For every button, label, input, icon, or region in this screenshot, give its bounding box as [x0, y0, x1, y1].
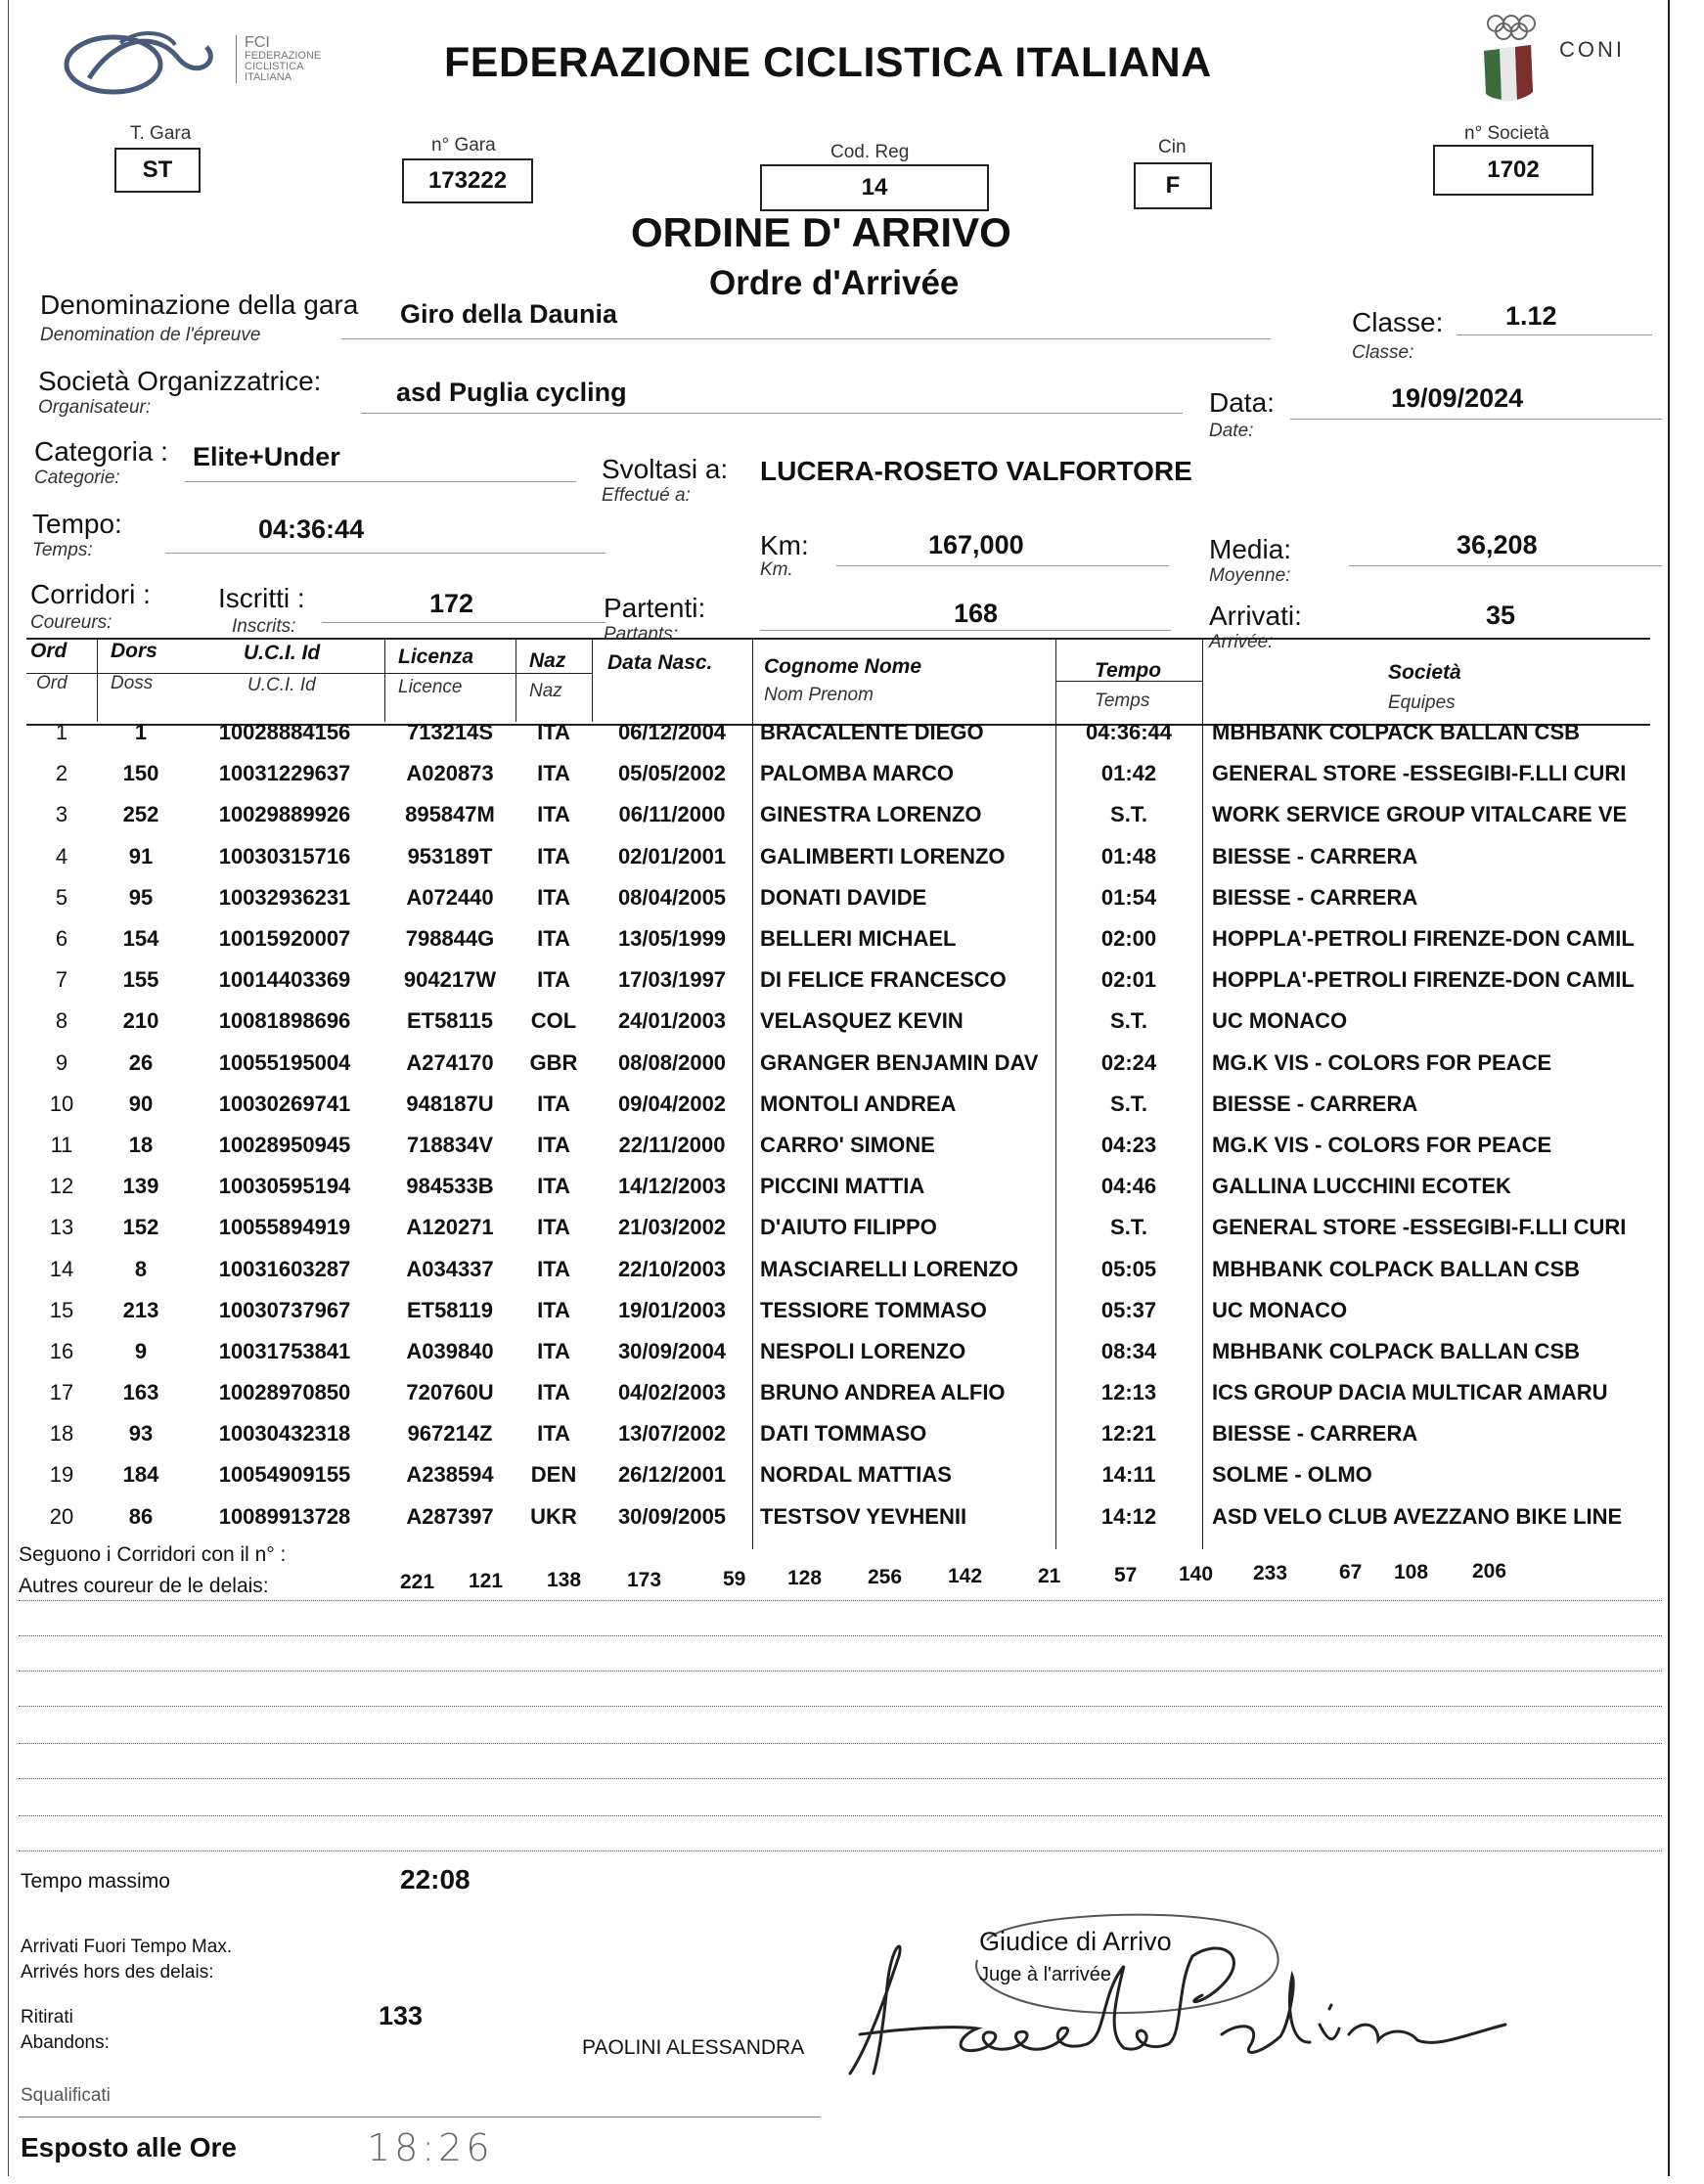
- table-cell: 08/04/2005: [617, 884, 727, 910]
- table-cell: 984533B: [406, 1174, 494, 1199]
- categoria-sub: Categorie:: [34, 468, 120, 488]
- table-cell: 04:23: [1100, 1132, 1157, 1157]
- table-cell: 08:34: [1100, 1338, 1157, 1363]
- table-cell: 13/05/1999: [617, 926, 727, 952]
- table-cell: S.T.: [1110, 1091, 1147, 1116]
- table-cell: 30/09/2005: [617, 1503, 727, 1529]
- header-licenza: Licenza Licence: [398, 646, 474, 697]
- table-cell: BIESSE - CARRERA: [1212, 1091, 1418, 1116]
- table-cell: ET58119: [406, 1297, 494, 1322]
- table-cell: S.T.: [1110, 1215, 1147, 1240]
- table-row: [26, 1084, 1650, 1125]
- table-cell: BIESSE - CARRERA: [1212, 1421, 1418, 1447]
- table-cell: 93: [128, 1421, 154, 1447]
- table-cell: 91: [128, 843, 154, 869]
- table-cell: 12: [49, 1174, 74, 1199]
- table-cell: 718834V: [406, 1132, 494, 1157]
- table-cell: 10031753841: [218, 1338, 351, 1363]
- header-data-nasc: Data Nasc.: [607, 651, 713, 674]
- table-cell: 02:24: [1100, 1049, 1157, 1075]
- tempo-label: Tempo:: [32, 509, 122, 539]
- table-cell: GENERAL STORE -ESSEGIBI-F.LLI CURI: [1212, 1215, 1627, 1240]
- table-cell: ITA: [537, 1215, 570, 1240]
- header-cognome-nome: Cognome Nome Nom Prenom: [764, 655, 922, 705]
- table-row: [26, 1248, 1650, 1289]
- table-cell: GBR: [529, 1049, 578, 1075]
- table-cell: NESPOLI LORENZO: [760, 1338, 966, 1363]
- table-cell: 10031229637: [218, 761, 351, 786]
- table-cell: 19/01/2003: [617, 1297, 727, 1322]
- table-cell: MASCIARELLI LORENZO: [760, 1256, 1018, 1281]
- squalificati-label: Squalificati: [21, 2085, 111, 2106]
- nsocieta-label: n° Società: [1464, 123, 1549, 144]
- table-cell: 10029889926: [218, 802, 351, 827]
- table-cell: UC MONACO: [1212, 1008, 1348, 1034]
- table-cell: BIESSE - CARRERA: [1212, 884, 1418, 910]
- table-cell: ITA: [537, 926, 570, 952]
- table-cell: 12:13: [1100, 1380, 1157, 1405]
- table-cell: BRUNO ANDREA ALFIO: [760, 1380, 1006, 1405]
- table-cell: UC MONACO: [1212, 1297, 1348, 1322]
- table-cell: 10: [49, 1091, 74, 1116]
- follower-number: 256: [868, 1566, 903, 1589]
- table-cell: 139: [122, 1174, 159, 1199]
- table-cell: A034337: [406, 1256, 494, 1281]
- codreg-value: 14: [760, 164, 989, 211]
- table-cell: 05:05: [1100, 1256, 1157, 1281]
- table-cell: ITA: [537, 1091, 570, 1116]
- partenti-value: 168: [954, 599, 999, 628]
- table-cell: 04:46: [1100, 1174, 1157, 1199]
- table-cell: 10032936231: [218, 884, 351, 910]
- table-cell: ITA: [537, 761, 570, 786]
- table-cell: 7: [55, 967, 68, 993]
- table-row: [26, 1043, 1650, 1084]
- table-cell: COL: [530, 1008, 577, 1034]
- giudice-sub: Juge à l'arrivée: [979, 1964, 1111, 1985]
- header-uci-id: U.C.I. Id U.C.I. Id: [244, 642, 321, 695]
- table-cell: 05:37: [1100, 1297, 1157, 1322]
- organizzatrice-sub: Organisateur:: [38, 397, 152, 418]
- table-row: [26, 1166, 1650, 1207]
- table-cell: 90: [128, 1091, 154, 1116]
- table-cell: 9: [55, 1049, 68, 1075]
- fci-logo-text: FCI FEDERAZIONE CICLISTICA ITALIANA: [236, 35, 321, 83]
- tgara-label: T. Gara: [130, 123, 192, 144]
- table-cell: S.T.: [1110, 1008, 1147, 1034]
- table-cell: 06/12/2004: [617, 720, 727, 745]
- federation-title: FEDERAZIONE CICLISTICA ITALIANA: [444, 39, 1212, 86]
- table-cell: 10030595194: [218, 1174, 351, 1199]
- table-cell: 18: [49, 1421, 74, 1447]
- table-row: [26, 753, 1650, 794]
- fuori-tempo-sub: Arrivés hors des delais:: [21, 1962, 214, 1983]
- table-cell: 8: [55, 1008, 68, 1034]
- table-cell: 19: [49, 1462, 74, 1488]
- table-cell: HOPPLA'-PETROLI FIRENZE-DON CAMIL: [1212, 967, 1635, 993]
- results-table: [26, 712, 1650, 1538]
- table-cell: 11: [50, 1132, 73, 1157]
- follower-number: 142: [948, 1565, 983, 1588]
- table-cell: 02/01/2001: [617, 843, 727, 869]
- table-cell: 10028970850: [218, 1380, 351, 1405]
- table-cell: 10028884156: [218, 720, 351, 745]
- table-cell: PALOMBA MARCO: [760, 761, 954, 786]
- follower-number: 57: [1114, 1563, 1138, 1586]
- table-row: [26, 836, 1650, 877]
- followers-sub: Autres coureur de le delais:: [19, 1575, 269, 1597]
- table-cell: ITA: [537, 720, 570, 745]
- table-cell: 26: [128, 1049, 154, 1075]
- iscritti-sub: Inscrits:: [232, 616, 296, 637]
- classe-sub: Classe:: [1352, 342, 1414, 363]
- table-cell: TESSIORE TOMMASO: [760, 1297, 987, 1322]
- table-cell: 02:01: [1100, 967, 1157, 993]
- table-cell: 10015920007: [218, 926, 351, 952]
- table-cell: 06/11/2000: [618, 802, 726, 827]
- svoltasi-label: Svoltasi a:: [602, 454, 729, 484]
- ritirati-sub: Abandons:: [21, 2032, 110, 2053]
- table-cell: ITA: [537, 1174, 570, 1199]
- table-cell: 967214Z: [407, 1421, 493, 1447]
- table-cell: GALIMBERTI LORENZO: [760, 843, 1006, 869]
- table-cell: GALLINA LUCCHINI ECOTEK: [1212, 1174, 1511, 1199]
- follower-number: 206: [1472, 1559, 1507, 1582]
- coni-logo-icon: [1474, 10, 1552, 108]
- table-cell: 10031603287: [218, 1256, 351, 1281]
- follower-number: 59: [723, 1567, 746, 1590]
- svoltasi-value: LUCERA-ROSETO VALFORTORE: [760, 456, 1192, 486]
- table-cell: GINESTRA LORENZO: [760, 802, 982, 827]
- table-cell: 26/12/2001: [617, 1462, 727, 1488]
- table-cell: 05/05/2002: [617, 761, 727, 786]
- follower-number: 121: [469, 1570, 504, 1593]
- follower-number: 21: [1038, 1564, 1061, 1587]
- iscritti-label: Iscritti :: [218, 583, 305, 613]
- table-cell: ITA: [537, 1338, 570, 1363]
- coni-text: CONI: [1559, 37, 1625, 62]
- table-cell: BRACALENTE DIEGO: [760, 720, 984, 745]
- table-cell: HOPPLA'-PETROLI FIRENZE-DON CAMIL: [1212, 926, 1635, 952]
- table-cell: DONATI DAVIDE: [760, 884, 927, 910]
- table-cell: ITA: [537, 884, 570, 910]
- table-cell: ITA: [537, 967, 570, 993]
- nsocieta-value: 1702: [1433, 145, 1593, 196]
- table-cell: 16: [49, 1338, 74, 1363]
- table-cell: A238594: [406, 1462, 494, 1488]
- table-cell: 21/03/2002: [617, 1215, 727, 1240]
- iscritti-value: 172: [429, 589, 474, 618]
- table-cell: 86: [128, 1503, 154, 1529]
- table-cell: 10030432318: [218, 1421, 351, 1447]
- table-cell: A287397: [406, 1503, 494, 1529]
- header-societa: Società Equipes: [1388, 661, 1461, 713]
- organizzatrice-label: Società Organizzatrice:: [38, 366, 322, 396]
- organizzatrice-value: asd Puglia cycling: [396, 378, 627, 407]
- header-tempo: Tempo Temps: [1095, 659, 1162, 711]
- table-cell: 17/03/1997: [617, 967, 727, 993]
- table-cell: DATI TOMMASO: [760, 1421, 927, 1447]
- table-cell: ITA: [537, 1297, 570, 1322]
- fci-logo-icon: [60, 23, 226, 102]
- table-cell: 2: [55, 761, 68, 786]
- table-cell: 22/11/2000: [618, 1132, 726, 1157]
- table-cell: 20: [49, 1503, 74, 1529]
- table-cell: A072440: [406, 884, 494, 910]
- header-naz: Naz Naz: [529, 649, 566, 701]
- esposto-value: 18:26: [367, 2126, 494, 2169]
- table-cell: 13/07/2002: [617, 1421, 727, 1447]
- codreg-label: Cod. Reg: [830, 142, 910, 162]
- table-row: [26, 794, 1650, 835]
- table-row: [26, 1125, 1650, 1166]
- ngara-label: n° Gara: [431, 135, 496, 156]
- table-cell: 948187U: [406, 1091, 494, 1116]
- table-cell: ITA: [537, 802, 570, 827]
- table-cell: 01:54: [1100, 884, 1157, 910]
- arrivati-sub: Arrivée:: [1209, 632, 1274, 652]
- data-label: Data:: [1209, 387, 1275, 418]
- table-cell: 18: [128, 1132, 154, 1157]
- table-cell: MG.K VIS - COLORS FOR PEACE: [1212, 1132, 1552, 1157]
- follower-number: 128: [787, 1567, 823, 1589]
- table-cell: 155: [122, 967, 159, 993]
- judge-signature-icon: [830, 1927, 1535, 2093]
- table-cell: 17: [49, 1380, 74, 1405]
- table-cell: 22/10/2003: [617, 1256, 727, 1281]
- table-cell: CARRO' SIMONE: [760, 1132, 935, 1157]
- table-cell: ET58115: [406, 1008, 494, 1034]
- table-cell: A020873: [406, 761, 494, 786]
- page-subtitle: Ordre d'Arrivée: [709, 264, 960, 302]
- table-row: [26, 1001, 1650, 1042]
- table-cell: 30/09/2004: [617, 1338, 727, 1363]
- tgara-value: ST: [114, 148, 201, 193]
- table-row: [26, 1207, 1650, 1248]
- km-value: 167,000: [928, 530, 1024, 559]
- follower-number: 233: [1253, 1562, 1288, 1585]
- table-cell: S.T.: [1110, 802, 1147, 827]
- table-row: [26, 959, 1650, 1001]
- media-value: 36,208: [1457, 530, 1538, 559]
- table-cell: PICCINI MATTIA: [760, 1174, 925, 1199]
- table-row: [26, 1413, 1650, 1454]
- table-row: [26, 1372, 1650, 1413]
- header-dors: Dors Doss: [111, 640, 157, 693]
- table-cell: 14:12: [1100, 1503, 1157, 1529]
- table-cell: 5: [55, 884, 68, 910]
- ritirati-label: Ritirati: [21, 2007, 73, 2028]
- table-row: [26, 1290, 1650, 1331]
- table-cell: ASD VELO CLUB AVEZZANO BIKE LINE: [1212, 1503, 1623, 1529]
- table-cell: 720760U: [406, 1380, 494, 1405]
- table-cell: UKR: [530, 1503, 577, 1529]
- classe-label: Classe:: [1352, 307, 1444, 337]
- table-cell: 213: [122, 1297, 159, 1322]
- table-cell: 4: [55, 843, 68, 869]
- table-cell: ICS GROUP DACIA MULTICAR AMARU: [1212, 1380, 1608, 1405]
- table-cell: ITA: [537, 843, 570, 869]
- table-cell: 895847M: [405, 802, 495, 827]
- table-cell: MBHBANK COLPACK BALLAN CSB: [1212, 720, 1581, 745]
- table-cell: 8: [134, 1256, 148, 1281]
- data-value: 19/09/2024: [1391, 383, 1524, 413]
- table-cell: 3: [55, 802, 68, 827]
- classe-value: 1.12: [1505, 301, 1557, 331]
- denominazione-label: Denominazione della gara: [40, 290, 359, 320]
- follower-number: 221: [400, 1571, 435, 1593]
- table-cell: 08/08/2000: [617, 1049, 727, 1075]
- table-cell: 953189T: [407, 843, 493, 869]
- follower-number: 173: [627, 1568, 662, 1591]
- table-cell: 10055894919: [218, 1215, 351, 1240]
- table-cell: 713214S: [406, 720, 494, 745]
- table-cell: MG.K VIS - COLORS FOR PEACE: [1212, 1049, 1552, 1075]
- arrivati-value: 35: [1486, 601, 1516, 630]
- table-cell: A039840: [406, 1338, 494, 1363]
- header-ord: Ord Ord: [30, 640, 67, 693]
- table-cell: MONTOLI ANDREA: [760, 1091, 957, 1116]
- table-cell: 01:48: [1100, 843, 1157, 869]
- table-cell: 13: [49, 1215, 74, 1240]
- table-row: [26, 1454, 1650, 1495]
- table-cell: ITA: [537, 1256, 570, 1281]
- km-sub: Km.: [760, 559, 793, 580]
- media-sub: Moyenne:: [1209, 565, 1291, 586]
- table-cell: 9: [134, 1338, 148, 1363]
- categoria-value: Elite+Under: [193, 442, 340, 471]
- table-cell: VELASQUEZ KEVIN: [760, 1008, 964, 1034]
- follower-number: 108: [1394, 1560, 1429, 1583]
- table-cell: GENERAL STORE -ESSEGIBI-F.LLI CURI: [1212, 761, 1627, 786]
- table-cell: 10028950945: [218, 1132, 351, 1157]
- corridori-label: Corridori :: [30, 579, 151, 609]
- table-row: [26, 1331, 1650, 1372]
- table-cell: 10030269741: [218, 1091, 351, 1116]
- table-cell: 01:42: [1100, 761, 1157, 786]
- table-cell: 10081898696: [218, 1008, 351, 1034]
- table-cell: 10089913728: [218, 1503, 351, 1529]
- arrivati-label: Arrivati:: [1209, 601, 1302, 631]
- table-cell: ITA: [537, 1132, 570, 1157]
- table-cell: 1: [55, 720, 68, 745]
- tempo-sub: Temps:: [32, 540, 93, 560]
- giudice-label: Giudice di Arrivo: [979, 1927, 1172, 1956]
- document-page: [8, 0, 1670, 2176]
- table-cell: 1: [134, 720, 148, 745]
- tempo-massimo-value: 22:08: [400, 1864, 471, 1894]
- table-row: [26, 877, 1650, 918]
- table-cell: BELLERI MICHAEL: [760, 926, 957, 952]
- table-cell: 09/04/2002: [617, 1091, 727, 1116]
- table-cell: 798844G: [405, 926, 495, 952]
- ngara-value: 173222: [402, 158, 533, 203]
- table-cell: 15: [49, 1297, 74, 1322]
- table-cell: 210: [122, 1008, 159, 1034]
- cin-label: Cin: [1158, 137, 1187, 157]
- tempo-value: 04:36:44: [258, 514, 365, 544]
- table-cell: TESTSOV YEVHENII: [760, 1503, 967, 1529]
- table-cell: BIESSE - CARRERA: [1212, 843, 1418, 869]
- table-cell: 02:00: [1100, 926, 1157, 952]
- tempo-massimo-label: Tempo massimo: [21, 1870, 170, 1893]
- denominazione-sub: Denomination de l'épreuve: [40, 325, 261, 345]
- partenti-label: Partenti:: [604, 593, 706, 623]
- table-cell: 10055195004: [218, 1049, 351, 1075]
- table-cell: WORK SERVICE GROUP VITALCARE VE: [1212, 802, 1628, 827]
- table-cell: 154: [122, 926, 159, 952]
- table-cell: DI FELICE FRANCESCO: [760, 967, 1007, 993]
- table-cell: 10054909155: [218, 1462, 351, 1488]
- followers-label: Seguono i Corridori con il n° :: [19, 1543, 287, 1566]
- page-title: ORDINE D' ARRIVO: [631, 209, 1011, 255]
- table-row: [26, 1496, 1650, 1538]
- table-cell: D'AIUTO FILIPPO: [760, 1215, 937, 1240]
- table-cell: 14:11: [1101, 1462, 1156, 1488]
- table-cell: 24/01/2003: [617, 1008, 727, 1034]
- table-cell: 10030315716: [218, 843, 351, 869]
- table-cell: A274170: [406, 1049, 494, 1075]
- table-cell: 04:36:44: [1085, 720, 1173, 745]
- esposto-label: Esposto alle Ore: [21, 2132, 237, 2162]
- table-cell: SOLME - OLMO: [1212, 1462, 1372, 1488]
- table-cell: 10030737967: [218, 1297, 351, 1322]
- table-cell: 04/02/2003: [617, 1380, 727, 1405]
- table-cell: DEN: [530, 1462, 577, 1488]
- cin-value: F: [1134, 162, 1212, 209]
- km-label: Km:: [760, 530, 809, 560]
- table-row: [26, 712, 1650, 753]
- corridori-sub: Coureurs:: [30, 612, 112, 633]
- categoria-label: Categoria :: [34, 436, 168, 467]
- giudice-name: PAOLINI ALESSANDRA: [582, 2036, 805, 2059]
- follower-number: 67: [1339, 1561, 1363, 1584]
- table-cell: MBHBANK COLPACK BALLAN CSB: [1212, 1338, 1581, 1363]
- table-cell: ITA: [537, 1421, 570, 1447]
- table-cell: 12:21: [1100, 1421, 1157, 1447]
- follower-number: 138: [547, 1569, 582, 1592]
- table-cell: 184: [122, 1462, 159, 1488]
- follower-number: 140: [1179, 1563, 1214, 1585]
- partenti-sub: Partants:: [604, 624, 679, 645]
- table-cell: 163: [122, 1380, 159, 1405]
- denominazione-value: Giro della Daunia: [400, 299, 618, 329]
- table-row: [26, 918, 1650, 959]
- table-cell: 6: [55, 926, 68, 952]
- media-label: Media:: [1209, 534, 1292, 564]
- fuori-tempo-label: Arrivati Fuori Tempo Max.: [21, 1937, 233, 1957]
- table-cell: 150: [122, 761, 159, 786]
- table-cell: 14: [49, 1256, 74, 1281]
- table-cell: 95: [128, 884, 154, 910]
- table-cell: ITA: [537, 1380, 570, 1405]
- ritirati-value: 133: [379, 2001, 424, 2030]
- table-cell: GRANGER BENJAMIN DAV: [760, 1049, 1039, 1075]
- table-cell: 152: [122, 1215, 159, 1240]
- table-cell: 904217W: [403, 967, 497, 993]
- table-cell: MBHBANK COLPACK BALLAN CSB: [1212, 1256, 1581, 1281]
- table-cell: A120271: [406, 1215, 494, 1240]
- table-cell: NORDAL MATTIAS: [760, 1462, 952, 1488]
- data-sub: Date:: [1209, 421, 1254, 441]
- table-cell: 10014403369: [218, 967, 351, 993]
- table-cell: 252: [122, 802, 159, 827]
- table-cell: 14/12/2003: [617, 1174, 727, 1199]
- svoltasi-sub: Effectué a:: [602, 485, 691, 506]
